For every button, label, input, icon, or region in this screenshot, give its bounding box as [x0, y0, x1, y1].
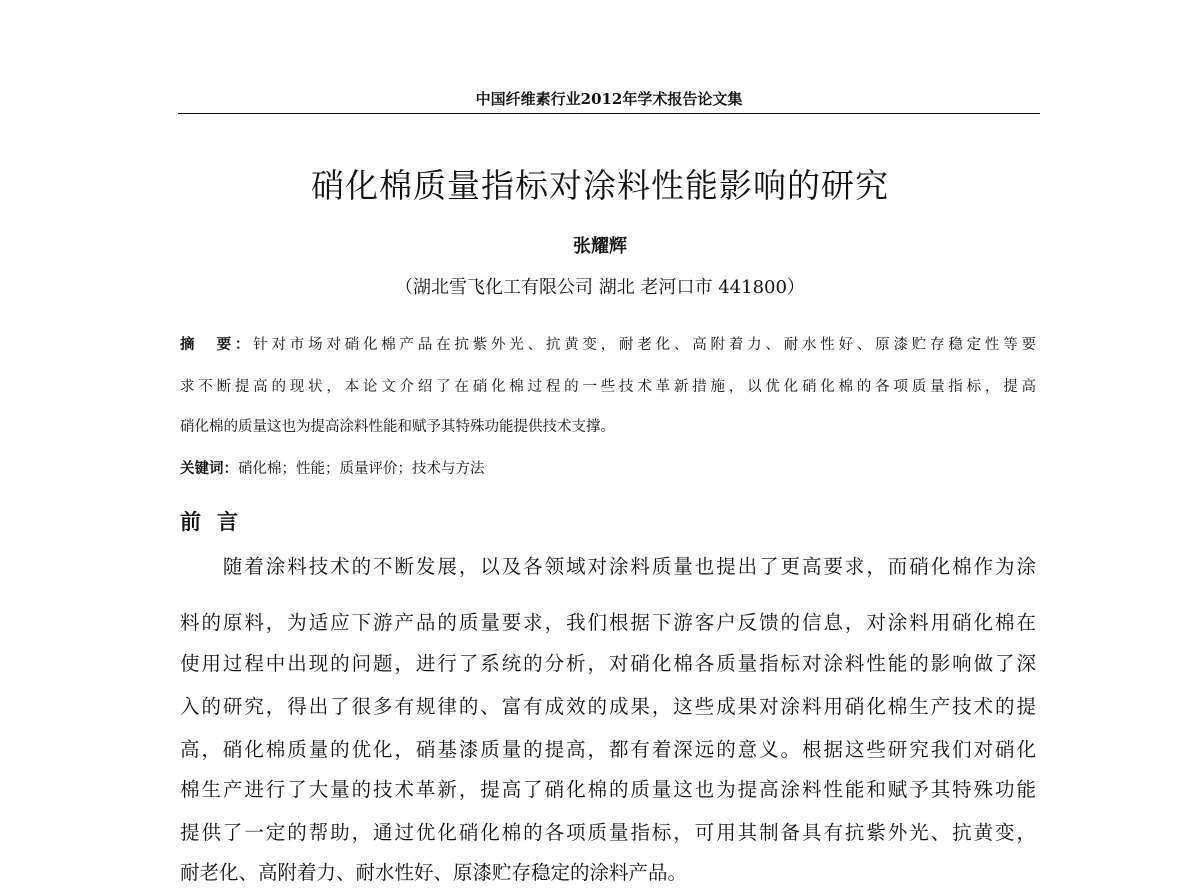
paper-title: 硝化棉质量指标对涂料性能影响的研究: [311, 166, 889, 205]
abstract-text: 针对市场对硝化棉产品在抗紫外光、抗黄变，耐老化、高附着力、耐水性好、原漆贮存稳定性等要: [253, 337, 1037, 353]
abstract-line: 求不断提高的现状，本论文介绍了在硝化棉过程的一些技术革新措施，以优化硝化棉的各项质量指标，提高: [180, 379, 1036, 395]
body-line: 入的研究，得出了很多有规律的、富有成效的成果，这些成果对涂料用硝化棉生产技术的提: [180, 695, 1036, 718]
section-heading: 前言: [180, 510, 254, 534]
body-line: 耐老化、高附着力、耐水性好、原漆贮存稳定的涂料产品。: [180, 861, 688, 884]
keywords-label: 关键词：: [180, 460, 238, 477]
body-line: 使用过程中出现的问题，进行了系统的分析，对硝化棉各质量指标对涂料性能的影响做了深: [180, 652, 1036, 675]
affiliation: （湖北雪飞化工有限公司 湖北 老河口市 441800）: [395, 277, 805, 298]
body-line: 随着涂料技术的不断发展，以及各领域对涂料质量也提出了更高要求，而硝化棉作为涂: [180, 555, 1036, 578]
keywords: [180, 457, 485, 478]
abstract-line: 硝化棉的质量这也为提高涂料性能和赋予其特殊功能提供技术支撑。: [180, 419, 615, 435]
keywords-text: 硝化棉；性能；质量评价；技术与方法: [238, 461, 485, 477]
body-line: 高，硝化棉质量的优化，硝基漆质量的提高，都有着深远的意义。根据这些研究我们对硝化: [180, 738, 1036, 761]
abstract-line: [180, 333, 1036, 354]
abstract-label: 摘 要：: [180, 336, 254, 353]
running-head: 中国纤维素行业2012年学术报告论文集: [475, 90, 743, 108]
body-line: 料的原料，为适应下游产品的质量要求，我们根据下游客户反馈的信息，对涂料用硝化棉在: [180, 611, 1036, 634]
body-line: 提供了一定的帮助，通过优化硝化棉的各项质量指标，可用其制备具有抗紫外光、抗黄变，: [180, 821, 1036, 844]
author: 张耀辉: [573, 236, 627, 257]
body-line: 棉生产进行了大量的技术革新，提高了硝化棉的质量这也为提高涂料性能和赋予其特殊功能: [180, 778, 1036, 801]
header-rule: [178, 113, 1040, 114]
